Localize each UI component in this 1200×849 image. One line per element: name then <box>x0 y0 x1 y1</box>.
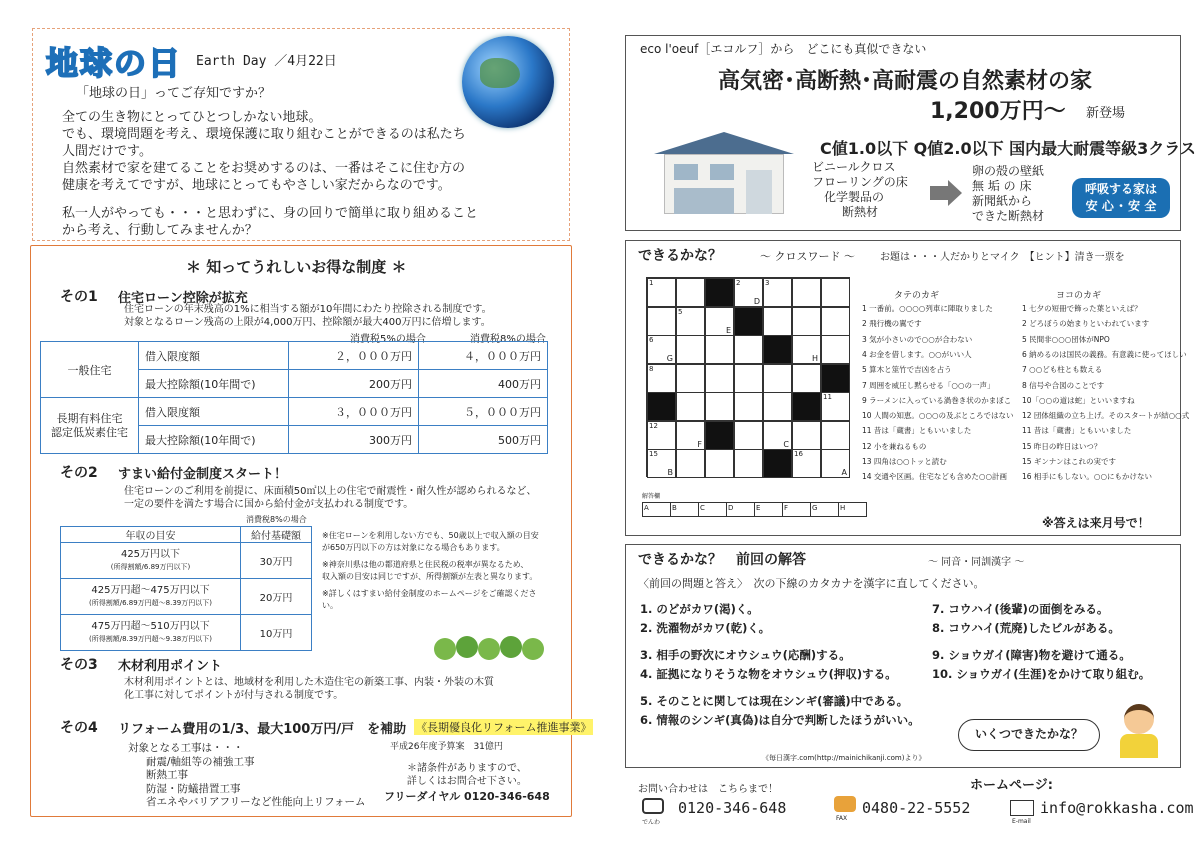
cross-theme: お題は・・・人だかりとマイク 【ヒント】清き一票を <box>880 252 1125 263</box>
down-title: タテのカギ <box>894 291 940 301</box>
clue-across: 10「○○の道は蛇」といいますね <box>1022 395 1135 405</box>
clue-across: 15 ギンナンはこれの実です <box>1022 457 1116 466</box>
s2-num: その2 <box>60 465 98 481</box>
phone-number[interactable]: 0120-346-648 <box>678 799 787 817</box>
s1-col2: 消費税8%の場合 <box>470 334 546 345</box>
crossword-grid <box>646 277 850 477</box>
crossword-cell[interactable]: 8 <box>647 364 676 393</box>
crossword-cell[interactable] <box>734 335 763 364</box>
arrow-head <box>948 180 962 206</box>
clue-across: 15 昨日の昨日はいつ？ <box>1022 441 1102 451</box>
clue-across: 7 ○○ども柱とも数える <box>1022 365 1103 375</box>
crossword-cell[interactable] <box>821 364 850 393</box>
clue-across: 12 団体組織の立ち上げ。そのスタートが結○○式 <box>1022 411 1190 421</box>
clue-down: 3 気が小さいので○○が合わない <box>862 334 973 344</box>
ad-right: 卵の殻の壁紙 無 垢 の 床 新聞紙から できた断熱材 <box>972 164 1045 223</box>
s1-title: 住宅ローン控除が拡充 <box>118 291 248 306</box>
clue-down: 1 一番前。○○○○列車に陣取りました <box>862 304 993 313</box>
prev-instr: 〈前回の問題と答え〉 次の下線のカタカナを漢字に直してください。 <box>638 577 985 590</box>
ad-brand: eco l'oeuf［エコルフ］から どこにも真似できない <box>640 42 927 56</box>
s2-desc: 住宅ローンのご利用を前提に、床面積50㎡以上の住宅で耐震性・耐久性が認められるなど、 一定の要件を満たす場合に国から給付金が支払われる制度です。 <box>124 486 537 510</box>
s3-desc: 木材利用ポイントとは、地域材を利用した木造住宅の新築工事、内装・外装の木質 化工事に対してポイントが付与される制度です。 <box>124 677 494 701</box>
crossword-cell[interactable]: 15 B <box>647 449 676 478</box>
s1-col1: 消費税5%の場合 <box>350 334 426 345</box>
crossword-cell[interactable] <box>705 364 734 393</box>
across-title: ヨコのカギ <box>1056 291 1102 301</box>
clue-down: 2 飛行機の翼です <box>862 319 922 329</box>
crossword-cell[interactable] <box>647 392 676 421</box>
clue-down: 9 ラーメンに入っている渦巻き状のかまぼこ <box>862 395 1012 405</box>
crossword-cell[interactable]: 1 <box>647 278 676 307</box>
phone-icon <box>642 798 664 814</box>
clue-down: 10 人間の知恵。○○○の及ぶところではない <box>862 411 1014 421</box>
crossword-cell[interactable] <box>734 449 763 478</box>
fax-number[interactable]: 0480-22-5552 <box>862 799 971 817</box>
crossword-cell[interactable]: 3 <box>763 278 792 307</box>
crossword-cell[interactable] <box>734 364 763 393</box>
crossword-cell[interactable]: H <box>792 335 821 364</box>
clue-across: 1 七夕の短冊で飾った葉といえば？ <box>1022 304 1142 313</box>
crossword-cell[interactable]: E <box>705 307 734 336</box>
crossword-cell[interactable] <box>821 307 850 336</box>
clue-down: 5 算木と筮竹で吉凶を占う <box>862 365 952 375</box>
crossword-cell[interactable] <box>763 335 792 364</box>
trees-icon <box>434 636 544 666</box>
s4-tag: 《長期優良化リフォーム推進事業》 <box>416 721 592 734</box>
crossword-cell[interactable] <box>821 335 850 364</box>
ad-specs: C値1.0以下 Q値2.0以下 国内最大耐震等級3クラス <box>820 139 1196 158</box>
prev-right: 7. コウハイ(後輩)の面倒をみる。 8. コウハイ(荒廃)したビルがある。 9. ショウガイ(障害)物を避けて通る。 10. ショウガイ(生涯)をかけて取り組む。 <box>932 602 1151 681</box>
clue-down: 14 交通や区画。住宅なども含めた○○計画 <box>862 472 1008 482</box>
prev-source: 《毎日漢字.com(http://mainichikanji.com)より》 <box>762 754 926 762</box>
footer-home: ホームページ: <box>970 778 1053 793</box>
ad-left: ビニールクロス フローリングの床 化学製品の 断熱材 <box>812 160 908 219</box>
ad-headline: 高気密･高断熱･高耐震の自然素材の家 <box>718 69 1093 94</box>
earth-para2: 私一人がやっても・・・と思わずに、身の回りで簡単に取り組めること から考え、行動してみませんか？ <box>62 206 479 238</box>
crossword-cell[interactable] <box>676 335 705 364</box>
crossword-cell[interactable] <box>821 278 850 307</box>
crossword-cell[interactable] <box>763 449 792 478</box>
kid-icon <box>1112 704 1166 760</box>
clue-down: 13 四角は○○トッと読む <box>862 457 947 466</box>
s3-num: その3 <box>60 657 98 673</box>
house-image <box>650 110 800 222</box>
clue-down: 4 お金を借します。○○がいい人 <box>862 349 972 359</box>
crossword-cell[interactable]: 5 <box>676 307 705 336</box>
s1-num: その1 <box>60 289 98 305</box>
clue-across: 5 民間非○○○団体がNPO <box>1022 334 1110 344</box>
crossword-cell[interactable]: 2 D <box>734 278 763 307</box>
phone-label: でんわ <box>642 819 661 826</box>
cross-title: できるかな？ <box>638 248 722 264</box>
clue-down: 7 周囲を威圧し黙らせる「○○の一声」 <box>862 380 995 390</box>
clue-across: 2 どろぼうの始まりといわれています <box>1022 319 1150 329</box>
crossword-cell[interactable]: 6 G <box>647 335 676 364</box>
s2-tax: 消費税8%の場合 <box>246 515 307 524</box>
s2-notes: ※住宅ローンを利用しない方でも、50歳以上で収入額の目安 が650万円以下の方は対象になる場合もあります。 ※神奈川県は他の都道府県と住民税の税率が異なるため、 収入額の目安は同じですが、所得割額が左表と異なります。 ※詳しくはすまい給付金制度のホームページをご確認くださ い。 <box>322 531 539 610</box>
globe-land <box>480 58 520 88</box>
s4-num: その4 <box>60 720 98 736</box>
crossword-cell[interactable] <box>792 307 821 336</box>
cross-next: ※答えは来月号で！ <box>1042 516 1150 530</box>
earth-para1: 全ての生き物にとってひとつしかない地球。 でも、環境問題を考え、環境保護に取り組むことができるのは私たち 人間だけです。 自然素材で家を建てることをお奨めするのは、一番はそこに住む方の 健康を考えてですが、地球にとってもやさしい家だからなのです。 <box>62 110 466 193</box>
footer-contact: お問い合わせは こちらまで！ <box>638 784 778 795</box>
clue-down: 12 小を兼ねるもの <box>862 441 927 451</box>
crossword-cell[interactable] <box>705 449 734 478</box>
mail-label: E-mail <box>1012 818 1031 825</box>
crossword-cell[interactable] <box>705 392 734 421</box>
answer-label: 解答欄 <box>642 493 661 500</box>
fax-label: FAX <box>836 815 848 822</box>
crossword-cell[interactable] <box>676 278 705 307</box>
prev-left: 1. のどがカワ(渇)く。 2. 洗濯物がカワ(乾)く。 3. 相手の野次にオウシュウ(応酬)する。 4. 証拠になりそうな物をオウシュウ(押収)する。 5. そのことに関しては現在シンギ(審議)中である。 6. 情報のシンギ(真偽)は自分で判断したほうがいい。 <box>640 602 920 727</box>
crossword-cell[interactable] <box>821 421 850 450</box>
crossword-cell[interactable]: 11 <box>821 392 850 421</box>
earth-question: 「地球の日」ってご存知ですか？ <box>76 86 272 101</box>
earth-title: 地球の日 <box>46 44 183 82</box>
crossword-cell[interactable] <box>734 307 763 336</box>
email-address[interactable]: info@rokkasha.com <box>1040 799 1194 817</box>
speech-bubble: いくつできたかな？ <box>958 719 1100 751</box>
crossword-cell[interactable] <box>676 364 705 393</box>
clue-across: 8 信号や合図のことです <box>1022 380 1105 390</box>
clue-down: 11 昔は「蔵書」ともいいました <box>862 426 972 436</box>
crossword-cell[interactable] <box>792 278 821 307</box>
fax-icon <box>834 796 856 812</box>
crossword-cell[interactable] <box>647 307 676 336</box>
ad-new: 新登場 <box>1086 106 1126 121</box>
crossword-cell[interactable] <box>792 364 821 393</box>
crossword-cell[interactable] <box>763 364 792 393</box>
crossword-cell[interactable]: C <box>763 421 792 450</box>
answer-row: A B C D E F G H <box>642 502 867 517</box>
clue-across: 16 相手にもしない。○○にもかけない <box>1022 472 1153 482</box>
crossword-cell[interactable] <box>792 392 821 421</box>
ad-price: 1,200万円～ <box>930 99 1066 124</box>
kyufu-table: 年収の目安 給付基礎額 425万円以下 (所得割額/6.89万円以下) 30万円 425万円超～475万円以下 (所得割額/6.89万円超～8.39万円以下) 20万円 475万円超～510万円以下 (所得割額/8.39万円超～9.38万円以下) 10万円 <box>60 526 312 651</box>
crossword-cell[interactable] <box>676 449 705 478</box>
s4-contact: ＊諸条件がありますので、 詳しくはお問合せ下さい。 フリーダイヤル 0120-346-648 <box>384 763 550 803</box>
crossword-cell[interactable] <box>792 421 821 450</box>
ad-badge: 呼吸する家は 安 心 ･ 安 全 <box>1072 178 1170 218</box>
crossword-cell[interactable]: F <box>676 421 705 450</box>
crossword-cell[interactable] <box>734 392 763 421</box>
crossword-cell[interactable]: 16 <box>792 449 821 478</box>
s4-budget: 平成26年度予算案 31億円 <box>390 742 503 752</box>
loan-table: 一般住宅 借入限度額 ２，０００万円 ４，０００万円 最大控除額(10年間で) 200万円 400万円 長期有料住宅 認定低炭素住宅 借入限度額 ３，０００万円 ５，０００万円 最大控除額(10年間で) 300万円 500万円 <box>40 341 548 454</box>
s4-title: リフォーム費用の1/3、最大100万円/戸 を補助 <box>118 722 407 737</box>
prev-sub: ～ 同音・同訓漢字 ～ <box>928 557 1025 568</box>
s3-title: 木材利用ポイント <box>118 659 223 674</box>
crossword-cell[interactable] <box>734 421 763 450</box>
crossword-cell[interactable]: 12 <box>647 421 676 450</box>
crossword-cell[interactable] <box>705 421 734 450</box>
crossword-cell[interactable] <box>763 392 792 421</box>
arrow-icon <box>930 186 950 200</box>
clue-across: 11 昔は「蔵書」ともいいました <box>1022 426 1132 436</box>
s1-desc: 住宅ローンの年末残高の1%に相当する額が10年間にわたり控除される制度です。 対象となるローン残高の上限が4,000万円、控除額が最大400万円に倍増します。 <box>124 304 492 328</box>
crossword-cell[interactable] <box>705 335 734 364</box>
benefits-heading: ＊ 知ってうれしいお得な制度 ＊ <box>186 258 407 276</box>
clue-across: 6 納めるのは国民の義務。有意義に使ってほしい <box>1022 349 1187 359</box>
crossword-cell[interactable] <box>705 278 734 307</box>
crossword-cell[interactable]: A <box>821 449 850 478</box>
cross-sub: ～ クロスワード ～ <box>760 250 855 263</box>
earth-subtitle: Earth Day ／4月22日 <box>196 54 337 69</box>
mail-icon <box>1010 800 1034 816</box>
s2-title: すまい給付金制度スタート！ <box>118 467 288 482</box>
prev-title: できるかな？ 前回の解答 <box>638 552 806 568</box>
s4-items: 対象となる工事は・・・ 耐震/軸組等の補強工事 断熱工事 防湿・防蟻措置工事 省エネやバリアフリーなど性能向上リフォーム <box>128 742 366 808</box>
crossword-cell[interactable] <box>763 307 792 336</box>
crossword-cell[interactable] <box>676 392 705 421</box>
